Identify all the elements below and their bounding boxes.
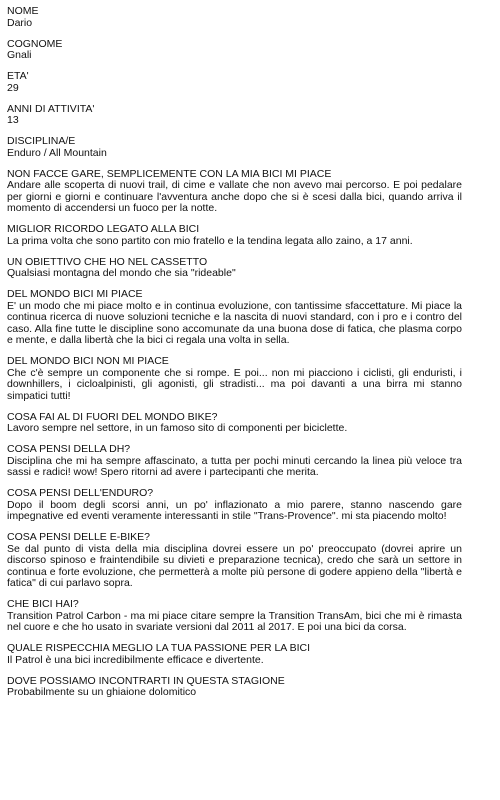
qa-item [7, 224, 462, 247]
question-heading: DOVE POSSIAMO INCONTRARTI IN QUESTA STAGIONE [7, 674, 285, 687]
question-heading: COSA PENSI DELLA DH? [7, 443, 131, 455]
qa-item [7, 169, 462, 215]
answer-text: Se dal punto di vista della mia disciplina dovrei essere un po' preoccupato (dovrei aprire un discorso spinoso e fraintendibile su divieti e preparazione tecnica), credo che sarà un settore in continua e forte evoluzione, che permetterà a molte più persone di godere appieno della "libertà e fatica" di cui parlavo sopra. [7, 542, 462, 589]
qa-item [7, 412, 462, 435]
question-heading: UN OBIETTIVO CHE HO NEL CASSETTO [7, 255, 208, 268]
field-value: Enduro / All Mountain [7, 146, 107, 159]
answer-text: Probabilmente su un ghiaione dolomitico [7, 686, 197, 698]
answer-text: Transition Patrol Carbon - ma mi piace citare sempre la Transition TransAm, bici che mi è rimasta nel cuore e che ho usato in svariate versioni dal 2011 al 2017. E poi una bici da corsa. [7, 609, 462, 633]
field-discipline [7, 136, 462, 159]
answer-text: Che c'è sempre un componente che si rompe. E poi... non mi piacciono i ciclisti, gli enduristi, i downhillers, i cicloalpinisti, gli agonisti, gli stradisti... ma poi davanti a una birra mi stanno simpatici tutti! [7, 366, 462, 402]
qa-item [7, 599, 462, 634]
qa-item [7, 676, 462, 699]
field-label: ANNI DI ATTIVITA' [7, 102, 95, 115]
field-age [7, 71, 462, 94]
question-heading: QUALE RISPECCHIA MEGLIO LA TUA PASSIONE PER LA BICI [7, 642, 311, 654]
qa-item [7, 356, 462, 402]
answer-text: Qualsiasi montagna del mondo che sia "rideable" [7, 267, 236, 279]
field-years-active [7, 104, 462, 127]
field-label: ETA' [7, 70, 29, 82]
qa-item [7, 643, 462, 666]
qa-item [7, 289, 462, 347]
field-label: COGNOME [7, 37, 63, 50]
answer-text: Lavoro sempre nel settore, in un famoso sito di componenti per biciclette. [7, 422, 348, 434]
answer-text: Dopo il boom degli scorsi anni, un po' inflazionato a mio parere, stanno nascendo gare impegnative ed eventi veramente interessanti in stile "Trans-Provence". mi sta piacendo molto! [7, 498, 462, 522]
field-label: DISCIPLINA/E [7, 135, 76, 147]
question-heading: DEL MONDO BICI MI PIACE [7, 288, 143, 300]
question-heading: NON FACCE GARE, SEMPLICEMENTE CON LA MIA BICI MI PIACE [7, 167, 332, 180]
qa-item [7, 444, 462, 479]
field-value: 13 [7, 114, 19, 126]
field-surname [7, 39, 462, 62]
answer-text: E' un modo che mi piace molto e in continua evoluzione, con tantissime sfaccettature. Mi piace la continua ricerca di nuove soluzioni tecniche e la nascita di nuovi standard, con i pro e i contro del caso. Alla fine tutte le discipline sono accomunate da una buona dose di fatica, che plasma corpo e mente, e dalla libertà che la bici ci regala una volta in sella. [7, 299, 462, 346]
field-value: Gnali [7, 49, 32, 61]
field-value: 29 [7, 81, 19, 94]
qa-item [7, 257, 462, 280]
question-heading: COSA PENSI DELL'ENDURO? [7, 487, 154, 499]
question-heading: COSA PENSI DELLE E-BIKE? [7, 531, 150, 543]
field-name [7, 6, 462, 29]
question-heading: DEL MONDO BICI NON MI PIACE [7, 355, 169, 367]
qa-item [7, 488, 462, 523]
question-heading: COSA FAI AL DI FUORI DEL MONDO BIKE? [7, 410, 218, 423]
question-heading: CHE BICI HAI? [7, 598, 79, 610]
field-value: Dario [7, 16, 33, 29]
qa-item [7, 532, 462, 590]
question-heading: MIGLIOR RICORDO LEGATO ALLA BICI [7, 223, 200, 235]
answer-text: Il Patrol è una bici incredibilmente efficace e divertente. [7, 653, 264, 666]
field-label: NOME [7, 5, 39, 17]
answer-text: Disciplina che mi ha sempre affascinato, a tutta per pochi minuti cercando la linea più veloce tra sassi e radici! wow! Spero ritorni ad avere i partecipanti che merita. [7, 454, 462, 478]
answer-text: La prima volta che sono partito con mio fratello e la tendina legata allo zaino, a 17 anni. [7, 234, 413, 247]
interview-document [7, 6, 462, 708]
answer-text: Andare alle scoperta di nuovi trail, di cime e vallate che non avevo mai percorso. E poi pedalare per giorni e giorni e continuare l'avventura anche dopo che si è scesi dalla bici, quando arriva il momento di accendersi un fuoco per la notte. [7, 179, 462, 214]
